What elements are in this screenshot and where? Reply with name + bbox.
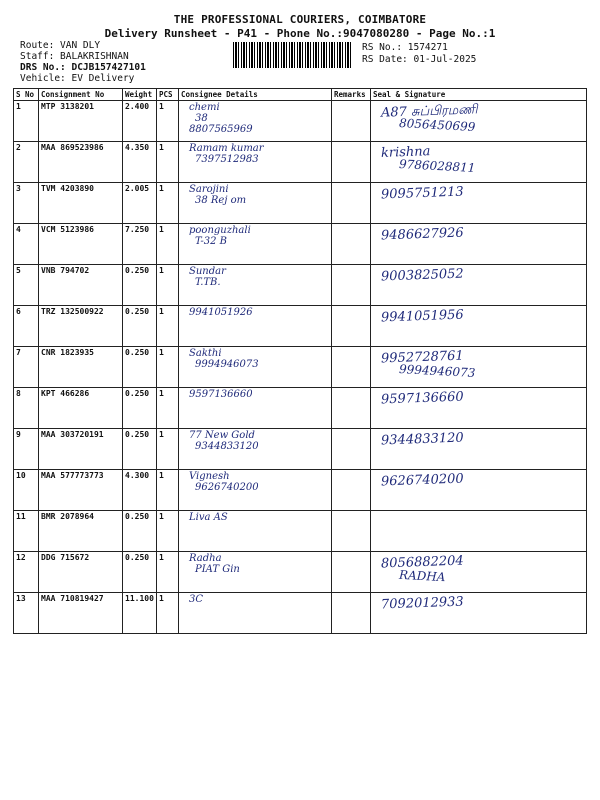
row-consignee-details <box>179 470 332 511</box>
col-pcs: PCS <box>157 89 179 101</box>
table-row <box>14 183 587 224</box>
row-weight: 0.250 <box>123 429 157 470</box>
row-consignment-no: BMR 2078964 <box>39 511 123 552</box>
handwritten-line: 8807565969 <box>189 124 253 135</box>
row-signature <box>371 470 587 511</box>
row-consignment-no: VCM 5123986 <box>39 224 123 265</box>
handwritten-line: 77 New Gold <box>189 430 255 441</box>
staff-label: Staff: BALAKRISHNAN <box>20 51 129 62</box>
row-pcs: 1 <box>157 183 179 224</box>
row-consignment-no: MAA 869523986 <box>39 142 123 183</box>
table-row <box>14 347 587 388</box>
handwritten-line: T.TB. <box>195 277 221 288</box>
rs-date: RS Date: 01-Jul-2025 <box>362 54 477 65</box>
table-row <box>14 593 587 634</box>
row-remarks <box>332 224 371 265</box>
rs-number: RS No.: 1574271 <box>362 42 448 53</box>
row-pcs: 1 <box>157 306 179 347</box>
table-row <box>14 470 587 511</box>
row-signature <box>371 142 587 183</box>
row-consignee-details <box>179 183 332 224</box>
row-consignment-no: MAA 577773773 <box>39 470 123 511</box>
signature-handwriting: A87 சுப்பிரமணி <box>380 102 478 121</box>
runsheet-subtitle: Delivery Runsheet - P41 - Phone No.:9047080280 - Page No.:1 <box>104 27 496 40</box>
row-pcs: 1 <box>157 347 179 388</box>
row-consignment-no: TVM 4203890 <box>39 183 123 224</box>
row-signature <box>371 429 587 470</box>
row-consignee-details <box>179 511 332 552</box>
row-weight: 0.250 <box>123 265 157 306</box>
row-pcs: 1 <box>157 511 179 552</box>
row-weight: 7.250 <box>123 224 157 265</box>
row-consignment-no: CNR 1823935 <box>39 347 123 388</box>
row-pcs: 1 <box>157 224 179 265</box>
row-sno: 7 <box>14 347 39 388</box>
runsheet-table <box>13 88 587 634</box>
row-sno: 9 <box>14 429 39 470</box>
row-remarks <box>332 101 371 142</box>
row-consignment-no: MAA 303720191 <box>39 429 123 470</box>
row-consignee-details <box>179 552 332 593</box>
row-pcs: 1 <box>157 142 179 183</box>
row-consignment-no: DDG 715672 <box>39 552 123 593</box>
col-consignment: Consignment No <box>39 89 123 101</box>
row-remarks <box>332 429 371 470</box>
document-title: THE PROFESSIONAL COURIERS, COIMBATORE <box>173 13 427 26</box>
barcode <box>233 42 353 68</box>
row-remarks <box>332 593 371 634</box>
row-weight: 0.250 <box>123 511 157 552</box>
signature-handwriting: 9344833120 <box>380 430 464 449</box>
table-row <box>14 552 587 593</box>
row-pcs: 1 <box>157 552 179 593</box>
row-remarks <box>332 552 371 593</box>
handwritten-line: Vignesh <box>189 471 230 482</box>
row-sno: 10 <box>14 470 39 511</box>
signature-handwriting: RADHA <box>398 567 446 585</box>
row-signature <box>371 552 587 593</box>
row-sno: 6 <box>14 306 39 347</box>
col-remarks: Remarks <box>332 89 371 101</box>
table-row <box>14 306 587 347</box>
row-consignment-no: VNB 794702 <box>39 265 123 306</box>
handwritten-line: Liva AS <box>189 512 228 523</box>
handwritten-line: 3C <box>189 594 204 605</box>
row-pcs: 1 <box>157 593 179 634</box>
table-row <box>14 511 587 552</box>
signature-handwriting: 9486627926 <box>380 225 464 244</box>
signature-handwriting: 9786028811 <box>398 157 476 175</box>
row-pcs: 1 <box>157 101 179 142</box>
row-consignee-details <box>179 429 332 470</box>
signature-handwriting: 9003825052 <box>380 266 464 285</box>
row-consignee-details <box>179 593 332 634</box>
signature-handwriting: 8056882204 <box>380 553 464 572</box>
table-row <box>14 224 587 265</box>
row-sno: 5 <box>14 265 39 306</box>
row-remarks <box>332 347 371 388</box>
row-remarks <box>332 511 371 552</box>
handwritten-line: Ramam kumar <box>189 143 264 154</box>
handwritten-line: T-32 B <box>195 236 228 247</box>
handwritten-line: poonguzhali <box>189 225 251 236</box>
row-signature <box>371 306 587 347</box>
row-signature <box>371 224 587 265</box>
row-consignment-no: MTP 3138201 <box>39 101 123 142</box>
handwritten-line: Sarojini <box>189 184 229 195</box>
col-weight: Weight <box>123 89 157 101</box>
handwritten-line: 9344833120 <box>195 441 259 452</box>
handwritten-line: 38 Rej om <box>195 195 247 206</box>
col-consignee-details: Consignee Details <box>179 89 332 101</box>
col-seal-signature: Seal & Signature <box>371 89 587 101</box>
row-sno: 11 <box>14 511 39 552</box>
row-weight: 0.250 <box>123 388 157 429</box>
row-remarks <box>332 470 371 511</box>
signature-handwriting: 7092012933 <box>380 594 464 613</box>
row-weight: 0.250 <box>123 552 157 593</box>
row-remarks <box>332 183 371 224</box>
row-sno: 12 <box>14 552 39 593</box>
handwritten-line: 9626740200 <box>195 482 259 493</box>
row-consignee-details <box>179 224 332 265</box>
table-row <box>14 142 587 183</box>
row-sno: 8 <box>14 388 39 429</box>
row-consignee-details <box>179 347 332 388</box>
handwritten-line: chemi <box>189 102 220 113</box>
row-sno: 1 <box>14 101 39 142</box>
row-signature <box>371 388 587 429</box>
row-remarks <box>332 265 371 306</box>
row-consignment-no: KPT 466286 <box>39 388 123 429</box>
handwritten-line: 9941051926 <box>189 307 253 318</box>
row-consignee-details <box>179 265 332 306</box>
row-weight: 2.005 <box>123 183 157 224</box>
signature-handwriting: 9626740200 <box>380 471 464 490</box>
signature-handwriting: 9597136660 <box>380 389 464 408</box>
table-row <box>14 429 587 470</box>
row-signature <box>371 183 587 224</box>
signature-handwriting: krishna <box>380 144 431 161</box>
handwritten-line: Radha <box>189 553 222 564</box>
vehicle-label: Vehicle: EV Delivery <box>20 73 135 84</box>
row-sno: 2 <box>14 142 39 183</box>
row-pcs: 1 <box>157 265 179 306</box>
handwritten-line: Sundar <box>189 266 226 277</box>
drs-number: DRS No.: DCJB157427101 <box>20 62 146 73</box>
row-remarks <box>332 306 371 347</box>
row-signature <box>371 101 587 142</box>
row-pcs: 1 <box>157 429 179 470</box>
row-sno: 13 <box>14 593 39 634</box>
row-consignee-details <box>179 101 332 142</box>
handwritten-line: 38 <box>195 113 208 124</box>
signature-handwriting: 9994946073 <box>398 362 476 380</box>
row-consignment-no: TRZ 132500922 <box>39 306 123 347</box>
signature-handwriting: 9095751213 <box>380 184 464 203</box>
row-consignment-no: MAA 710819427 <box>39 593 123 634</box>
route-label: Route: VAN DLY <box>20 40 101 51</box>
handwritten-line: 7397512983 <box>195 154 259 165</box>
table-row <box>14 265 587 306</box>
row-weight: 11.100 <box>123 593 157 634</box>
row-weight: 0.250 <box>123 347 157 388</box>
handwritten-line: Sakthi <box>189 348 222 359</box>
signature-handwriting: 9941051956 <box>380 307 464 326</box>
col-sno: S No <box>14 89 39 101</box>
row-remarks <box>332 388 371 429</box>
table-row <box>14 101 587 142</box>
row-signature <box>371 347 587 388</box>
row-sno: 3 <box>14 183 39 224</box>
table-row <box>14 388 587 429</box>
row-weight: 4.350 <box>123 142 157 183</box>
row-consignee-details <box>179 142 332 183</box>
row-sno: 4 <box>14 224 39 265</box>
row-signature <box>371 593 587 634</box>
handwritten-line: PIAT Gin <box>195 564 240 575</box>
row-signature <box>371 511 587 552</box>
signature-handwriting: 9952728761 <box>380 348 464 367</box>
row-weight: 0.250 <box>123 306 157 347</box>
table-header-row <box>14 89 587 101</box>
signature-handwriting: 8056450699 <box>398 116 476 134</box>
row-remarks <box>332 142 371 183</box>
handwritten-line: 9994946073 <box>195 359 259 370</box>
handwritten-line: 9597136660 <box>189 389 253 400</box>
row-consignee-details <box>179 388 332 429</box>
row-pcs: 1 <box>157 388 179 429</box>
row-weight: 4.300 <box>123 470 157 511</box>
row-pcs: 1 <box>157 470 179 511</box>
row-signature <box>371 265 587 306</box>
row-consignee-details <box>179 306 332 347</box>
row-weight: 2.400 <box>123 101 157 142</box>
